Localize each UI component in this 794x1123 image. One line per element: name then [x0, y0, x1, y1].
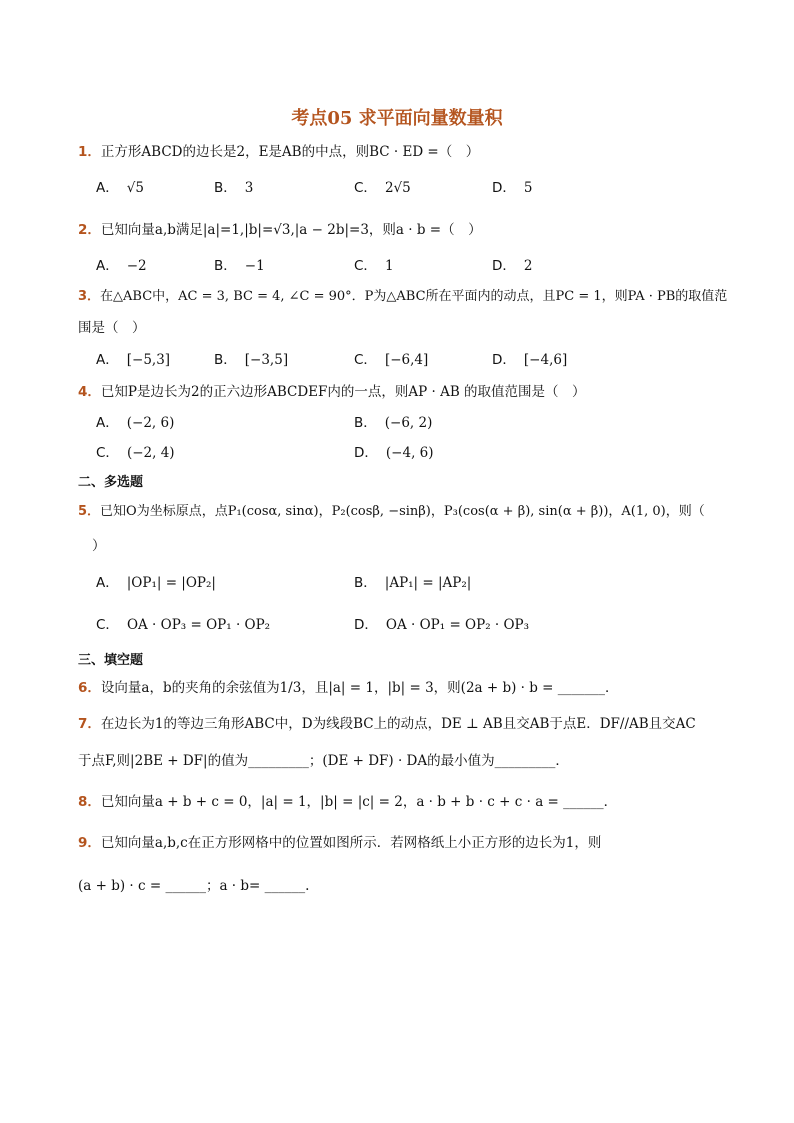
question-number: 3． [78, 289, 101, 304]
option-value: 1 [384, 258, 394, 274]
option-value: OA · OP₁ = OP₂ · OP₃ [385, 617, 530, 633]
option-value: √5 [126, 180, 144, 196]
option-value: 2√5 [384, 180, 411, 196]
question-number: 1． [78, 144, 101, 160]
option-c [96, 443, 175, 463]
question-number: 6． [78, 680, 101, 696]
section-heading: 三、填空题 [78, 653, 144, 668]
option-b [214, 350, 288, 370]
option-value: [−3,5] [244, 352, 289, 368]
option-letter: B． [214, 352, 237, 368]
option-c [354, 350, 428, 370]
option-letter: C． [96, 445, 119, 461]
question-text: 设向量a，b的夹角的余弦值为1/3，且|a| = 1，|b| = 3，则(2a + b) · b = _______． [100, 680, 619, 696]
question-8 [78, 792, 617, 812]
question-text: 已知向量a,b满足|a|=1,|b|=√3,|a − 2b|=3，则a · b =（ ） [100, 222, 482, 238]
option-c [354, 178, 411, 198]
option-a [96, 413, 174, 433]
option-value: OA · OP₃ = OP₁ · OP₂ [126, 617, 271, 633]
question-4 [78, 382, 586, 402]
question-5 [78, 502, 705, 522]
question-text: 在边长为1的等边三角形ABC中，D为线段BC上的动点，DE ⊥ AB且交AB于点E．DF//AB且交AC [100, 716, 696, 732]
question-text: 围是（ ） [78, 320, 146, 336]
question-9-continued [78, 876, 309, 896]
question-9 [78, 833, 601, 853]
option-letter: B． [214, 258, 237, 274]
option-letter: C． [96, 617, 119, 633]
question-number: 9． [78, 835, 101, 851]
option-letter: D． [492, 352, 516, 368]
option-letter: B． [354, 575, 377, 591]
question-text: 已知O为坐标原点，点P₁(cosα, sinα)，P₂(cosβ, −sinβ)，P₃(cos(α + β), sin(α + β))，A(1, 0)，则（ [100, 504, 705, 519]
option-letter: C． [354, 258, 377, 274]
option-letter: C． [354, 180, 377, 196]
option-value: −1 [244, 258, 265, 274]
question-7 [78, 714, 696, 734]
option-value: |OP₁| = |OP₂| [126, 575, 216, 591]
question-text: 正方形ABCD的边长是2，E是AB的中点，则BC · ED =（ ） [100, 144, 480, 160]
option-value: 2 [523, 258, 533, 274]
question-number: 8． [78, 794, 101, 810]
option-letter: B． [214, 180, 237, 196]
option-b [354, 413, 432, 433]
option-c [96, 615, 270, 635]
question-3-continued [78, 318, 146, 338]
question-number: 7． [78, 716, 101, 732]
option-value: [−6,4] [384, 352, 429, 368]
option-value: 5 [523, 180, 533, 196]
option-a [96, 256, 147, 276]
question-number: 4． [78, 384, 101, 400]
option-d [354, 443, 434, 463]
question-6 [78, 678, 619, 698]
question-text: ） [92, 538, 106, 554]
page-title: 考点05 求平面向量数量积 [291, 108, 503, 129]
question-text: 已知向量a + b + c = 0，|a| = 1，|b| = |c| = 2，a · b + b · c + c · a = ______． [100, 794, 618, 810]
option-value: (−2, 4) [126, 445, 175, 461]
option-b [214, 178, 253, 198]
option-value: [−5,3] [126, 352, 171, 368]
option-d [354, 615, 529, 635]
question-2 [78, 220, 482, 240]
option-d [492, 350, 567, 370]
option-value: (−4, 6) [385, 445, 434, 461]
question-number: 5． [78, 504, 101, 519]
question-1 [78, 142, 479, 162]
option-letter: A． [96, 415, 119, 431]
option-letter: B． [354, 415, 377, 431]
question-number: 2． [78, 222, 101, 238]
option-letter: D． [492, 258, 516, 274]
option-value: |AP₁| = |AP₂| [384, 575, 472, 591]
option-b [354, 573, 471, 593]
section-heading: 二、多选题 [78, 475, 144, 490]
option-letter: A． [96, 352, 119, 368]
question-text: (a + b) · c = ______；a · b= ______. [78, 878, 310, 894]
option-letter: C． [354, 352, 377, 368]
question-3 [78, 287, 727, 307]
question-7-continued [78, 751, 569, 771]
option-letter: D． [354, 617, 378, 633]
option-a [96, 573, 216, 593]
option-b [214, 256, 265, 276]
option-letter: D． [492, 180, 516, 196]
option-value: 3 [244, 180, 254, 196]
option-c [354, 256, 394, 276]
option-letter: A． [96, 180, 119, 196]
option-letter: D． [354, 445, 378, 461]
option-value: −2 [126, 258, 147, 274]
option-a [96, 350, 170, 370]
option-a [96, 178, 144, 198]
option-value: [−4,6] [523, 352, 568, 368]
option-d [492, 178, 533, 198]
question-text: 于点F,则|2BE + DF|的值为_________；(DE + DF) · DA的最小值为_________． [78, 753, 569, 769]
option-letter: A． [96, 575, 119, 591]
option-d [492, 256, 533, 276]
option-value: (−2, 6) [126, 415, 175, 431]
question-text: 已知P是边长为2的正六边形ABCDEF内的一点，则AP · AB 的取值范围是（ ） [100, 384, 586, 400]
option-letter: A． [96, 258, 119, 274]
question-5-continued [92, 536, 106, 556]
question-text: 已知向量a,b,c在正方形网格中的位置如图所示．若网格纸上小正方形的边长为1，则 [100, 835, 602, 851]
question-text: 在△ABC中，AC = 3, BC = 4, ∠C = 90°．P为△ABC所在平面内的动点，且PC = 1，则PA · PB的取值范 [100, 289, 728, 304]
option-value: (−6, 2) [384, 415, 433, 431]
